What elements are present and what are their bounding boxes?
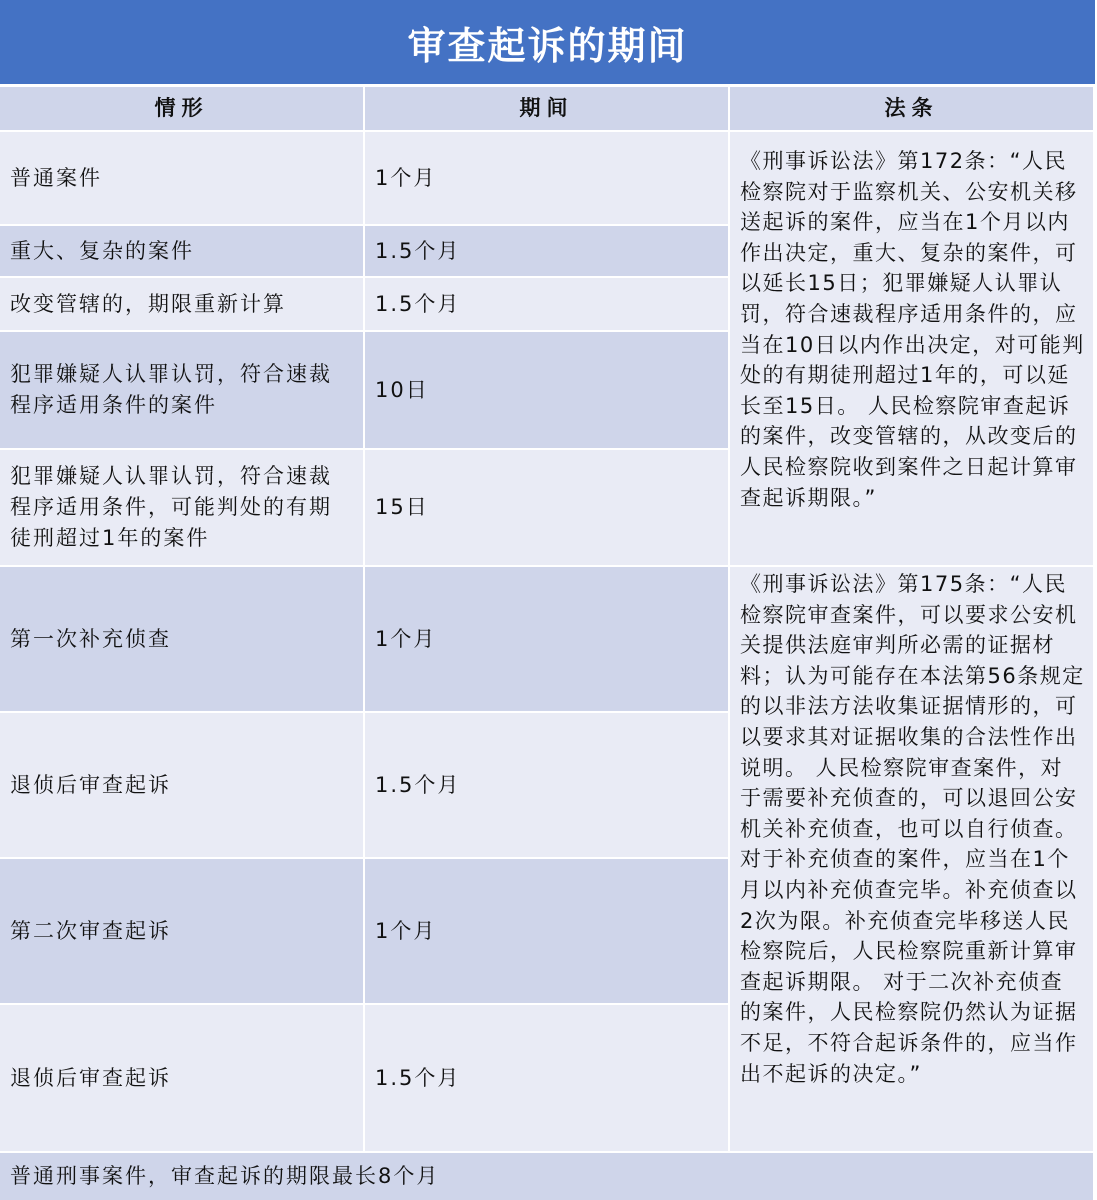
- row-9-period-text: 1.5个月: [375, 1065, 461, 1090]
- row-7-situation-text: 退侦后审查起诉: [10, 772, 171, 797]
- row-6-situation-text: 第一次补充侦查: [10, 626, 171, 651]
- row-9-situation-text: 退侦后审查起诉: [10, 1065, 171, 1090]
- row-8-period-text: 1个月: [375, 918, 437, 943]
- row-1-period: [365, 132, 728, 224]
- row-2-period: [365, 226, 728, 276]
- row-1-period-text: 1个月: [375, 165, 437, 190]
- row-2-situation: [0, 226, 363, 276]
- row-4-period: [365, 332, 728, 448]
- row-5-situation-text: 犯罪嫌疑人认罪认罚，符合速裁程序适用条件，可能判处的有期徒刑超过1年的案件: [10, 464, 332, 550]
- row-3-situation: [0, 278, 363, 330]
- row-5-situation: [0, 450, 363, 565]
- row-1-situation: [0, 132, 363, 224]
- header-period-label: 期间: [519, 96, 574, 120]
- row-9-period: [365, 1005, 728, 1151]
- law-article-175-text: 《刑事诉讼法》第175条：“人民检察院审查案件，可以要求公安机关提供法庭审判所必需的证据材料；认为可能存在本法第56条规定的以非法方法收集证据情形的，可以要求其对证据收集的合法性作出说明。 人民检察院审查案件，对于需要补充侦查的，可以退回公安机关补充侦查，也可以自行侦查。 对于补充侦查的案件，应当在1个月以内补充侦查完毕。补充侦查以2次为限。补充侦查完毕移送人民检察院后，人民检察院重新计算审查起诉期限。 对于二次补充侦查的案件，人民检察院仍然认为证据不足，不符合起诉条件的，应当作出不起诉的决定。”: [740, 572, 1085, 1086]
- row-8-situation: [0, 859, 363, 1003]
- page-title: 审查起诉的期间: [0, 0, 1095, 86]
- row-7-period-text: 1.5个月: [375, 772, 461, 797]
- row-2-period-text: 1.5个月: [375, 238, 461, 263]
- law-article-172-text: 《刑事诉讼法》第172条：“人民检察院对于监察机关、公安机关移送起诉的案件，应当在1个月以内作出决定，重大、复杂的案件，可以延长15日；犯罪嫌疑人认罪认罚，符合速裁程序适用条件的，应当在10日以内作出决定，对可能判处的有期徒刑超过1年的，可以延长至15日。 人民检察院审查起诉的案件，改变管辖的，从改变后的人民检察院收到案件之日起计算审查起诉期限。”: [740, 149, 1085, 510]
- header-situation-label: 情形: [154, 96, 209, 120]
- header-law-label: 法条: [884, 96, 939, 120]
- row-6-period-text: 1个月: [375, 626, 437, 651]
- row-6-period: [365, 567, 728, 711]
- row-4-period-text: 10日: [375, 377, 429, 402]
- row-3-period: [365, 278, 728, 330]
- row-4-situation-text: 犯罪嫌疑人认罪认罚，符合速裁程序适用条件的案件: [10, 362, 332, 417]
- row-3-situation-text: 改变管辖的，期限重新计算: [10, 291, 286, 316]
- row-9-situation: [0, 1005, 363, 1151]
- row-7-period: [365, 713, 728, 857]
- row-8-situation-text: 第二次审查起诉: [10, 918, 171, 943]
- row-2-situation-text: 重大、复杂的案件: [10, 238, 194, 263]
- header-law: [730, 87, 1093, 130]
- row-1-situation-text: 普通案件: [10, 165, 102, 190]
- row-3-period-text: 1.5个月: [375, 291, 461, 316]
- row-6-situation: [0, 567, 363, 711]
- footer-note: [0, 1153, 1093, 1200]
- row-7-situation: [0, 713, 363, 857]
- law-article-172: [730, 132, 1093, 565]
- row-5-period: [365, 450, 728, 565]
- row-5-period-text: 15日: [375, 495, 429, 519]
- footer-note-text: 普通刑事案件，审查起诉的期限最长8个月: [10, 1164, 440, 1188]
- row-8-period: [365, 859, 728, 1003]
- law-article-175: [730, 567, 1093, 1151]
- header-situation: [0, 87, 363, 130]
- row-4-situation: [0, 332, 363, 448]
- header-period: [365, 87, 728, 130]
